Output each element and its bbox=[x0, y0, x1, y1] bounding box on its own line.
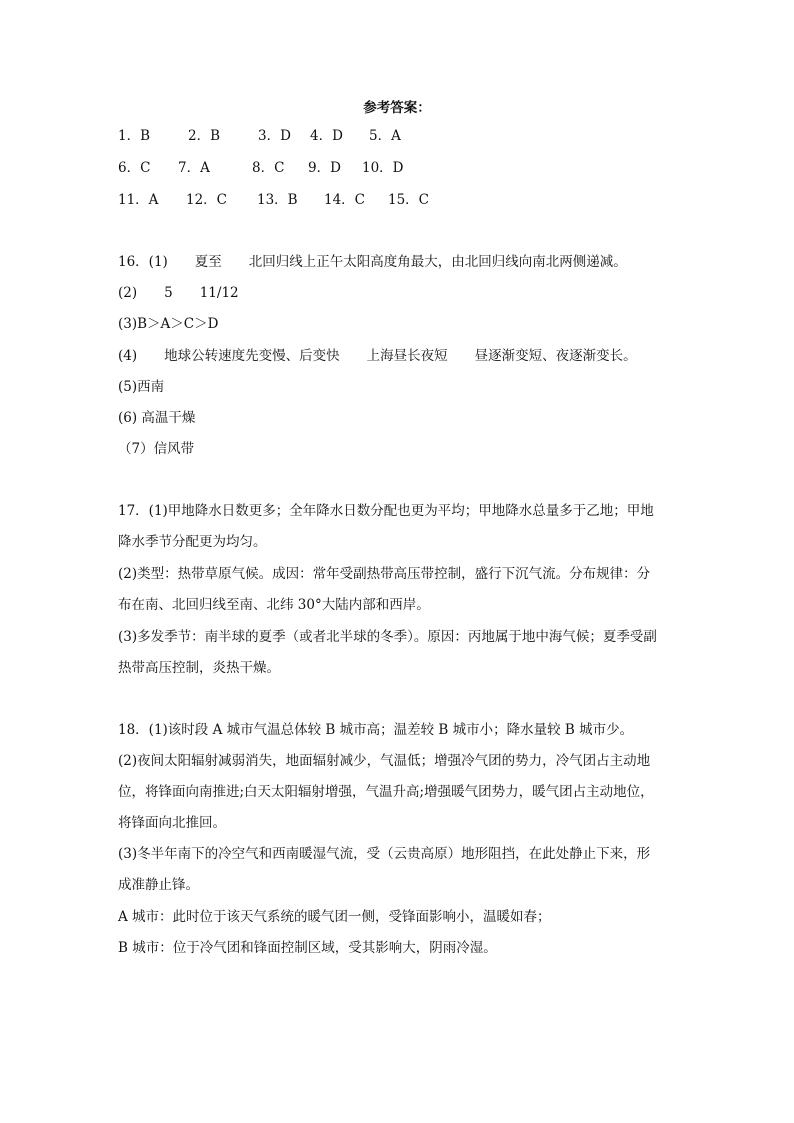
answer-key-title: 参考答案： bbox=[363, 100, 431, 116]
q17-line-2: 降水季节分配更为均匀。 bbox=[118, 534, 267, 550]
answer-item: 13．B bbox=[257, 192, 298, 208]
q17-line-3: (2)类型：热带草原气候。成因：常年受副热带高压带控制，盛行下沉气流。分布规律：分 bbox=[118, 566, 651, 582]
q18-line-5: (3)冬半年南下的冷空气和西南暖湿气流，受（云贵高原）地形阻挡，在此处静止下来，形 bbox=[118, 846, 651, 862]
answer-item: 4．D bbox=[310, 128, 343, 144]
q16-line-2: (2) 5 11/12 bbox=[118, 285, 239, 301]
answer-item: 6．C bbox=[118, 160, 151, 176]
q18-line-4: 将锋面向北推回。 bbox=[118, 815, 226, 831]
q16-line-3: (3)B＞A＞C＞D bbox=[118, 316, 219, 332]
answer-item: 3．D bbox=[258, 128, 291, 144]
answer-item: 14．C bbox=[324, 192, 366, 208]
q16-line-5: (5)西南 bbox=[118, 379, 165, 395]
answer-item: 12．C bbox=[186, 192, 228, 208]
q16-line-7: （7）信风带 bbox=[118, 441, 195, 457]
q18-line-3: 位，将锋面向南推进;白天太阳辐射增强，气温升高;增强暖气团势力，暖气团占主动地位， bbox=[118, 784, 654, 800]
answer-item: 5．A bbox=[369, 128, 401, 144]
answer-item: 8．C bbox=[252, 160, 285, 176]
q16-line-6: (6) 高温干燥 bbox=[118, 410, 196, 426]
answer-item: 10．D bbox=[362, 160, 404, 176]
answer-item: 11．A bbox=[118, 192, 159, 208]
answer-item: 1．B bbox=[118, 128, 151, 144]
q18-line-6: 成准静止锋。 bbox=[118, 877, 199, 893]
q18-line-8: B 城市：位于冷气团和锋面控制区域，受其影响大，阴雨冷湿。 bbox=[118, 940, 497, 956]
q18-line-2: (2)夜间太阳辐射减弱消失，地面辐射减少，气温低；增强冷气团的势力，冷气团占主动地 bbox=[118, 753, 651, 769]
answer-item: 7．A bbox=[178, 160, 210, 176]
q18-line-7: A 城市：此时位于该天气系统的暖气团一侧，受锋面影响小，温暖如春； bbox=[118, 909, 551, 925]
answer-item: 15．C bbox=[388, 192, 430, 208]
answer-item: 2．B bbox=[188, 128, 221, 144]
answer-item: 9．D bbox=[308, 160, 341, 176]
q16-line-1: 16．(1) 夏至 北回归线上正午太阳高度角最大，由北回归线向南北两侧递减。 bbox=[118, 254, 627, 270]
q17-line-5: (3)多发季节：南半球的夏季（或者北半球的冬季）。原因：丙地属于地中海气候；夏季受副 bbox=[118, 629, 657, 645]
q18-line-1: 18．(1)该时段 A 城市气温总体较 B 城市高；温差较 B 城市小；降水量较 B 城市少。 bbox=[118, 722, 634, 738]
q17-line-4: 布在南、北回归线至南、北纬 30°大陆内部和西岸。 bbox=[118, 597, 430, 613]
q17-line-6: 热带高压控制，炎热干燥。 bbox=[118, 660, 280, 676]
q16-line-4: (4) 地球公转速度先变慢、后变快 上海昼长夜短 昼逐渐变短、夜逐渐变长。 bbox=[118, 348, 637, 364]
q17-line-1: 17．(1)甲地降水日数更多；全年降水日数分配也更为平均；甲地降水总量多于乙地；甲地 bbox=[118, 503, 654, 519]
